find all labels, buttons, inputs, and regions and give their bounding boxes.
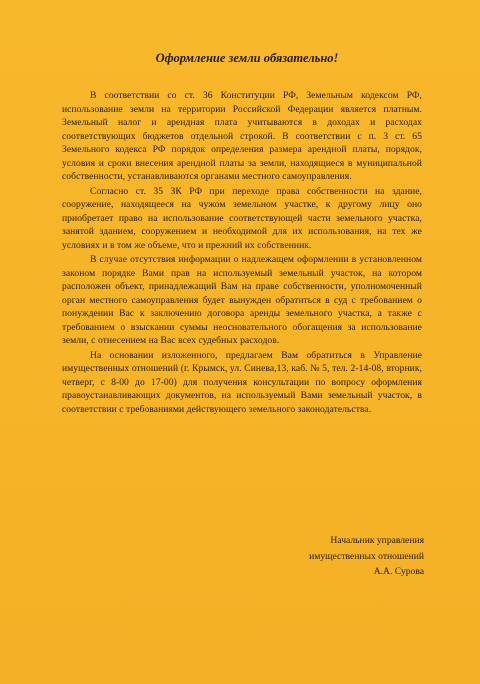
document-body xyxy=(62,89,422,416)
paragraph-article-35: Согласно ст. 35 ЗК РФ при переходе права собственности на здание, сооружение, находящееся на чужом земельном участке, к другому лицу оно приобретает право на использование соответствующей части земельного участка, занятой зданием, сооружением и необходимой для их использования, на тех же условиях и в том же объеме, что и прежний их собственник. xyxy=(62,185,422,251)
paragraph-constitution: В соответствии со ст. 36 Конституции РФ, Земельным кодексом РФ, использование земли на территории Российской Федерации является платным. Земельный налог и арендная плата учитываются в доходах и расходах соответствующих бюджетов отдельной строкой. В соответствии с п. 3 ст. 65 Земельного кодекса РФ порядок определения размера арендной платы, порядок, условия и сроки внесения арендной платы за земли, находящиеся в муниципальной собственности, устанавливаются органами местного самоуправления. xyxy=(62,90,422,182)
signature-position: Начальник управления xyxy=(330,535,424,546)
paragraph-contact-info: На основании изложенного, предлагаем Вам обратиться в Управление имущественных отношений (г. Крымск, ул. Синева,13, каб. № 5, тел. 2-14-08, вторник, четверг, с 8-00 до 17-00) для получения консультации по вопросу оформления правоустанавливающих документов, на используемый Вами земельный участок, в соответствии с требованиями действующего земельного законодательства. xyxy=(62,349,422,415)
signature-block xyxy=(309,533,424,580)
signature-name: А.А. Сурова xyxy=(373,566,424,577)
document-title: Оформление земли обязательно! xyxy=(155,51,339,65)
paragraph-court-warning: В случае отсутствия информации о надлежащем оформлении в установленном законом порядке Вами прав на используемый земельный участок, на котором расположен объект, принадлежащий Вам на праве собственности, уполномоченный орган местного самоуправления будет вынужден обратиться в суд с требованием о понуждении Вас к заключению договора аренды земельного участка, а также с требованием о взыскании суммы неосновательного обогащения за использование земли, с отнесением на Вас всех судебных расходов. xyxy=(62,254,422,346)
signature-department: имущественных отношений xyxy=(309,550,424,562)
